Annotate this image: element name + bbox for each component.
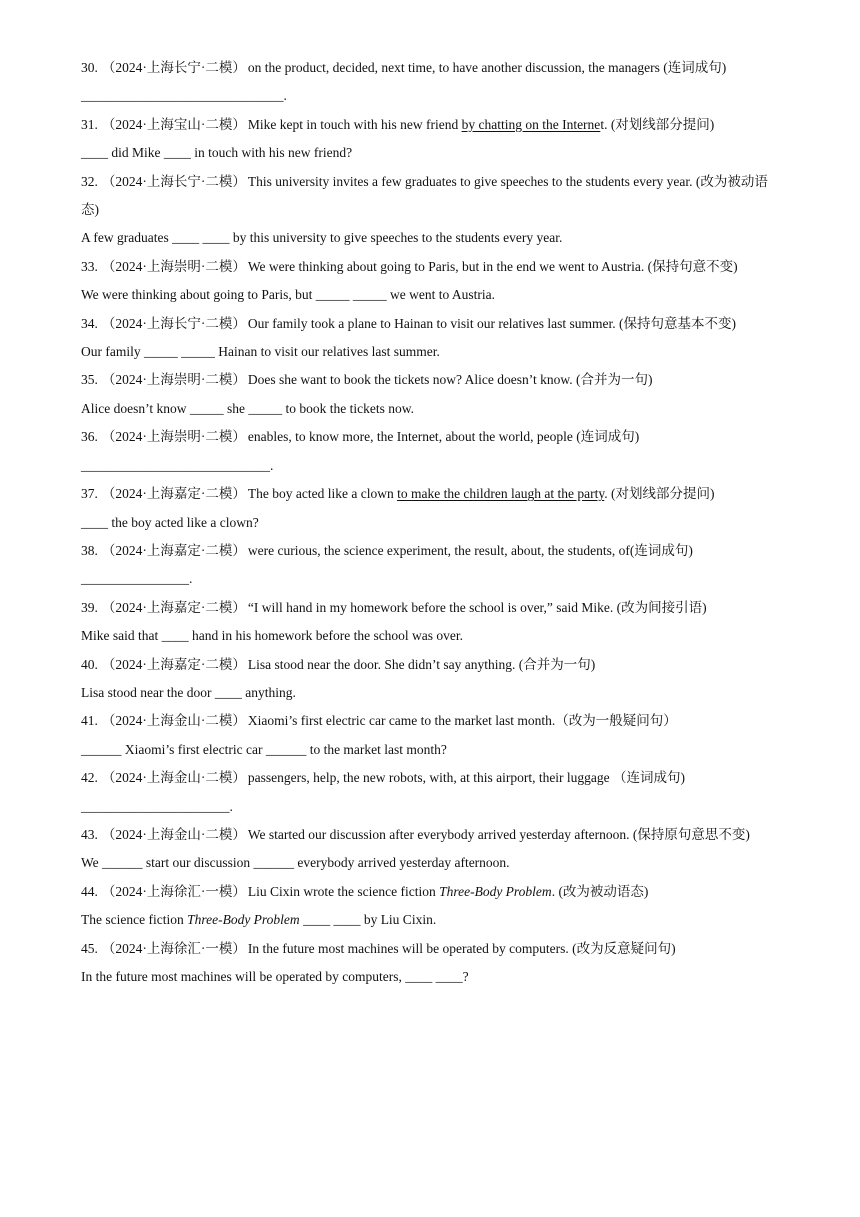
question-38 [81,537,781,594]
question-36 [81,423,781,480]
answer-line: The science fiction Three-Body Problem ____ ____ by Liu Cixin. [81,912,437,928]
question-prompt: 38. （2024·上海嘉定·二模） were curious, the science experiment, the result, about, the students, of(连词成句) [81,542,693,558]
answer-line: A few graduates ____ ____ by this university to give speeches to the students every year. [81,230,563,246]
answer-line: We were thinking about going to Paris, but _____ _____ we went to Austria. [81,287,495,303]
underlined-phrase: by chatting on the Interne [461,116,601,132]
question-34 [81,310,781,367]
question-30 [81,54,781,111]
question-prompt: 41. （2024·上海金山·二模） Xiaomi’s first electric car came to the market last month.（改为一般疑问句） [81,713,677,729]
question-prompt: 40. （2024·上海嘉定·二模） Lisa stood near the door. She didn’t say anything. (合并为一句) [81,656,596,672]
book-title: Three-Body Problem [439,883,552,899]
question-prompt: 30. （2024·上海长宁·二模） on the product, decided, next time, to have another discussion, the managers (连词成句) [81,60,727,75]
question-37 [81,480,781,537]
question-prompt: 31. （2024·上海宝山·二模） Mike kept in touch with his new friend by chatting on the Internet. (对划线部分提问) [81,116,715,132]
answer-line: ______________________. [81,798,233,814]
answer-line: ____ did Mike ____ in touch with his new friend? [81,145,353,161]
question-35 [81,366,781,423]
question-prompt: 33. （2024·上海崇明·二模） We were thinking about going to Paris, but in the end we went to Austria. (保持句意不变) [81,258,738,274]
question-prompt: 35. （2024·上海崇明·二模） Does she want to book the tickets now? Alice doesn’t know. (合并为一句) [81,372,653,388]
question-40 [81,651,781,708]
answer-line: ________________. [81,571,193,587]
question-list [81,54,781,991]
answer-line: In the future most machines will be operated by computers, ____ ____? [81,969,469,984]
question-39 [81,594,781,651]
question-43 [81,821,781,878]
answer-line: ______ Xiaomi’s first electric car ______ to the market last month? [81,741,447,757]
answer-line: ____________________________. [81,457,274,473]
question-prompt: 44. （2024·上海徐汇·一模） Liu Cixin wrote the science fiction Three-Body Problem. (改为被动语态) [81,883,649,899]
answer-line: Lisa stood near the door ____ anything. [81,684,296,700]
question-prompt: 37. （2024·上海嘉定·二模） The boy acted like a clown to make the children laugh at the party. (对划线部分提问) [81,486,715,502]
question-prompt: 42. （2024·上海金山·二模） passengers, help, the new robots, with, at this airport, their luggage （连词成句) [81,770,686,786]
question-45 [81,935,781,992]
question-prompt: 32. （2024·上海长宁·二模） This university invites a few graduates to give speeches to the students every year. (改为被动语态) [81,173,768,218]
answer-line: ______________________________. [81,88,287,104]
answer-line: Our family _____ _____ Hainan to visit our relatives last summer. [81,344,440,360]
answer-line: Mike said that ____ hand in his homework before the school was over. [81,628,464,644]
underlined-phrase: to make the children laugh at the party [397,486,605,502]
question-31 [81,111,781,168]
book-title: Three-Body Problem [187,912,300,928]
question-prompt: 45. （2024·上海徐汇·一模） In the future most machines will be operated by computers. (改为反意疑问句) [81,940,676,956]
question-41 [81,707,781,764]
answer-line: We ______ start our discussion ______ everybody arrived yesterday afternoon. [81,855,510,871]
question-32 [81,168,781,253]
question-42 [81,764,781,821]
question-44 [81,878,781,935]
question-prompt: 43. （2024·上海金山·二模） We started our discussion after everybody arrived yesterday afternoon. (保持原句意思不变) [81,826,750,842]
question-33 [81,253,781,310]
answer-line: ____ the boy acted like a clown? [81,514,259,530]
answer-line: Alice doesn’t know _____ she _____ to book the tickets now. [81,400,414,416]
question-prompt: 34. （2024·上海长宁·二模） Our family took a plane to Hainan to visit our relatives last summer. (保持句意基本不变) [81,315,737,331]
question-prompt: 39. （2024·上海嘉定·二模） “I will hand in my homework before the school is over,” said Mike. (改为间接引语) [81,599,707,615]
question-prompt: 36. （2024·上海崇明·二模） enables, to know more, the Internet, about the world, people (连词成句) [81,429,640,445]
